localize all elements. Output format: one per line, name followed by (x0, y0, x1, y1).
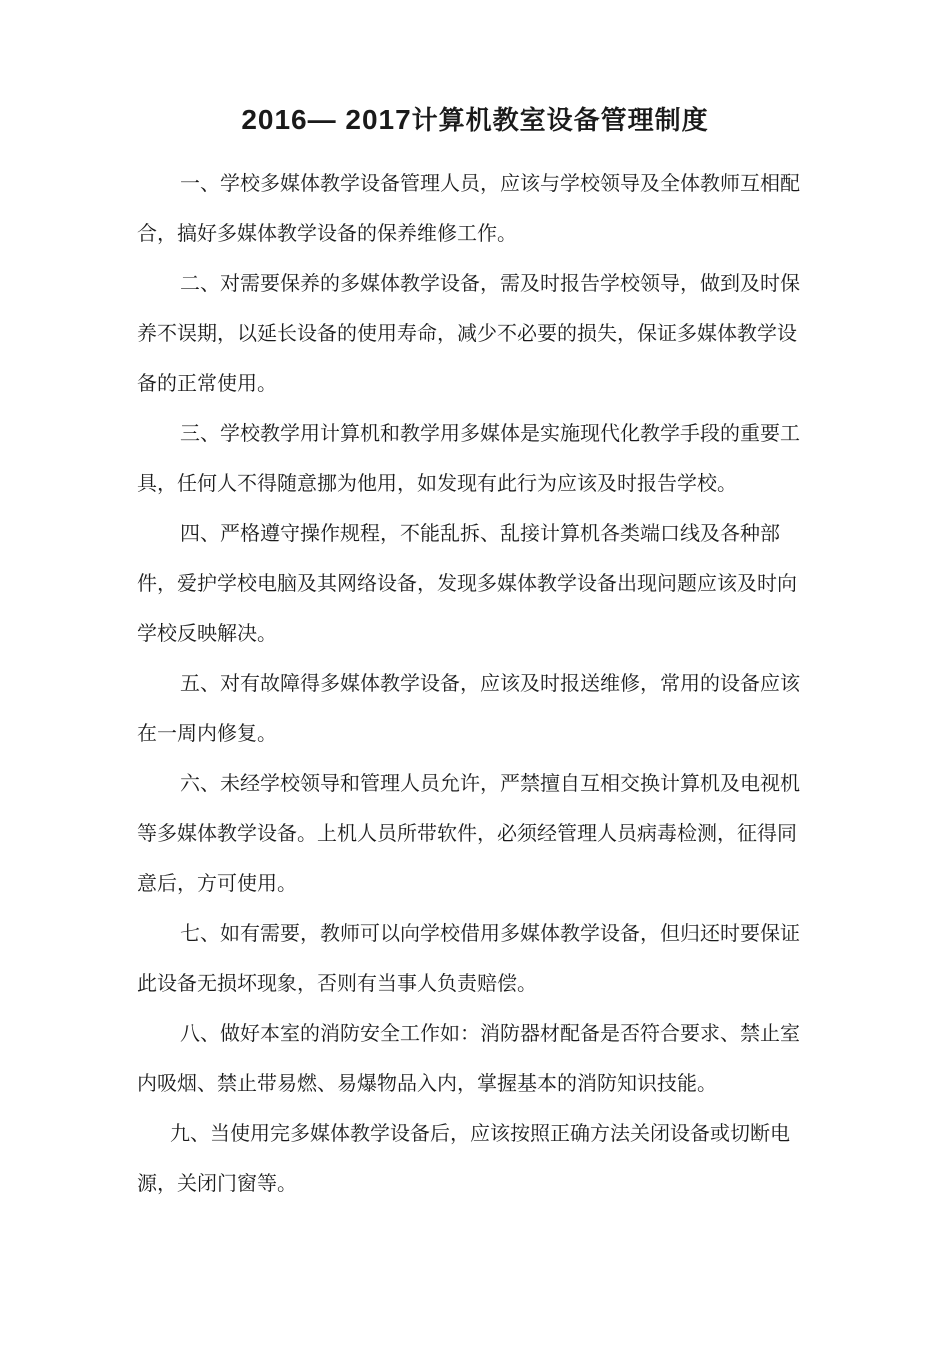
document-title (0, 100, 950, 141)
paragraph-6: 六、未经学校领导和管理人员允许，严禁擅自互相交换计算机及电视机等多媒体教学设备。上机人员所带软件，必须经管理人员病毒检测，征得同意后，方可使用。 (137, 771, 800, 895)
paragraph-3: 三、学校教学用计算机和教学用多媒体是实施现代化教学手段的重要工具，任何人不得随意挪为他用，如发现有此行为应该及时报告学校。 (137, 421, 800, 495)
paragraph-7: 七、如有需要，教师可以向学校借用多媒体教学设备，但归还时要保证此设备无损坏现象，否则有当事人负责赔偿。 (137, 921, 800, 995)
paragraph-8: 八、做好本室的消防安全工作如：消防器材配备是否符合要求、禁止室内吸烟、禁止带易燃、易爆物品入内，掌握基本的消防知识技能。 (137, 1021, 800, 1095)
document-body (137, 158, 813, 1208)
paragraph-5: 五、对有故障得多媒体教学设备，应该及时报送维修，常用的设备应该在一周内修复。 (137, 671, 800, 745)
paragraph-1: 一、学校多媒体教学设备管理人员，应该与学校领导及全体教师互相配合，搞好多媒体教学设备的保养维修工作。 (137, 171, 800, 245)
title-year: 2016— 2017 (241, 104, 412, 135)
title-text: 计算机教室设备管理制度 (411, 106, 709, 136)
paragraph-9: 九、当使用完多媒体教学设备后，应该按照正确方法关闭设备或切断电源，关闭门窗等。 (137, 1121, 790, 1195)
paragraph-4: 四、严格遵守操作规程，不能乱拆、乱接计算机各类端口线及各种部件，爱护学校电脑及其网络设备，发现多媒体教学设备出现问题应该及时向学校反映解决。 (137, 521, 797, 645)
paragraph-2: 二、对需要保养的多媒体教学设备，需及时报告学校领导，做到及时保养不误期，以延长设备的使用寿命，减少不必要的损失，保证多媒体教学设备的正常使用。 (137, 271, 800, 395)
